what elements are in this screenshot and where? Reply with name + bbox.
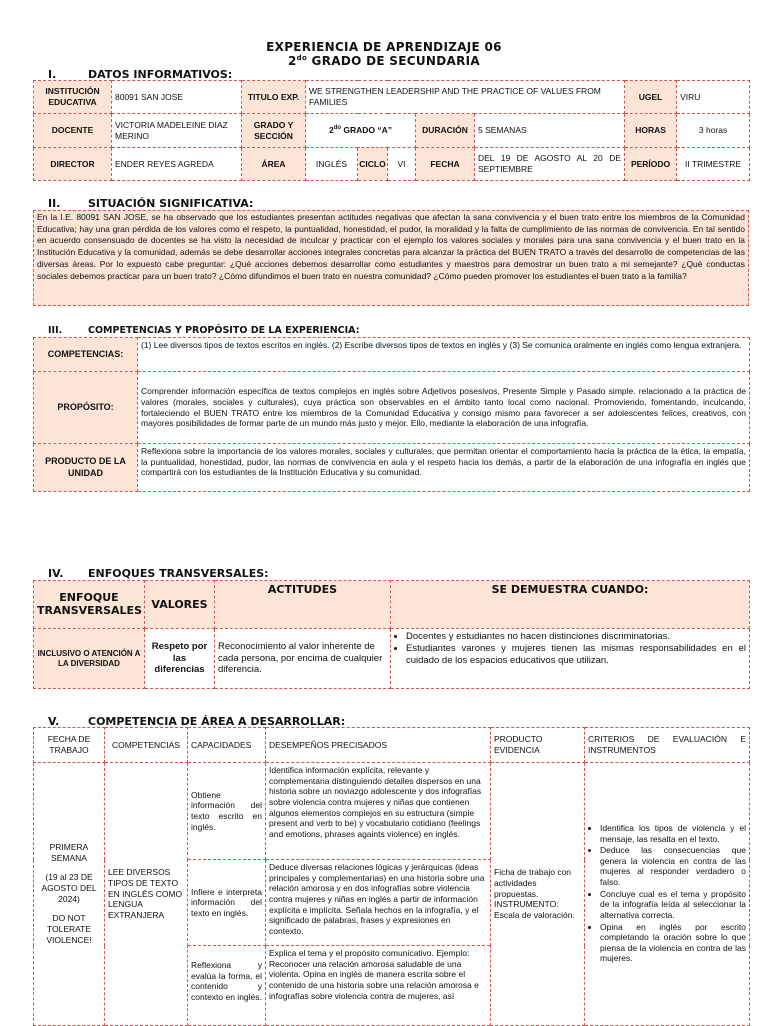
ciclo-label: CICLO	[358, 148, 388, 181]
titulo-value: WE STRENGTHEN LEADERSHIP AND THE PRACTICE OF VALUES FROM FAMILIES	[306, 81, 625, 114]
producto-label: PRODUCTO DE LA UNIDAD	[34, 444, 138, 492]
ugel-label: UGEL	[625, 81, 677, 114]
desempeno-3: Explica el tema y el propósito comunicativo. Ejemplo: Reconocer una relación amorosa saludable de una violenta. Opina en inglés de manera escrita sobre el contenido de una historia sobre una relación amorosa e infografías sobre violencia contra de mujeres, así	[266, 946, 491, 1026]
actitud-value: Reconocimiento al valor inherente de cada persona, por encima de cualquier diferencia.	[215, 629, 391, 689]
page-subtitle	[0, 54, 768, 68]
section-5-title: COMPETENCIA DE ÁREA A DESARROLLAR:	[88, 715, 346, 728]
criterio-item: • Concluye cual es el tema y propósito de la infografía leída al seleccionar la alternativa correcta.	[600, 889, 746, 921]
grado-value	[306, 114, 416, 148]
competencias-label: COMPETENCIAS:	[34, 338, 138, 372]
grade-superscript: do	[296, 54, 308, 62]
section-4-number: IV.	[48, 567, 64, 580]
titulo-label: TITULO EXP.	[242, 81, 306, 114]
ciclo-value: VI	[388, 148, 416, 181]
section-2-heading	[48, 197, 253, 210]
area-label: ÁREA	[242, 148, 306, 181]
demuestra-item: • Docentes y estudiantes no hacen distinciones discriminatorias.	[406, 631, 746, 643]
duracion-value: 5 SEMANAS	[475, 114, 625, 148]
competencias-table	[33, 337, 750, 492]
producto-instrumento: INSTRUMENTO: Escala de valoración.	[494, 899, 575, 920]
section-1-title: DATOS INFORMATIVOS:	[88, 68, 233, 81]
page-title: EXPERIENCIA DE APRENDIZAJE 06	[266, 40, 502, 54]
competencia-area-table	[33, 727, 750, 1026]
valores-header: VALORES	[145, 581, 215, 629]
fecha-label: FECHA	[416, 148, 475, 181]
criterio-item: • Opina en inglés por escrito completando la oración sobre lo que piensa de la violencia en contra de las mujeres.	[600, 922, 746, 965]
section-2-number: II.	[48, 197, 61, 210]
section-4-heading	[48, 567, 269, 580]
situacion-significativa-text: En la I.E. 80091 SAN JOSE, se ha observado que los estudiantes presentan actitudes negativas que afectan la sana convivencia y el buen trato entre los miembros de la Comunidad Educativa; hay una gran pérdida de los valores como el respeto, la puntualidad, honestidad, el pudor, la moralidad y la falta de cumplimiento de las normas de convivencia. En tal sentido en acuerdo consensuado de docentes se ha visto la necesidad de inculcar y practicar con el ejemplo los valores sociales y morales para una sana convivencia y el buen trato en la Institución Educativa y la comunidad, además se debe desarrollar acciones integrales concretas para alcanzar la práctica del BUEN TRATO a través del desarrollo de competencias de las diversas áreas. Por lo expuesto cabe preguntar: ¿Qué acciones debemos desarrollar como estudiantes y maestros para demostrar un buen trato a mi semejante? ¿Qué conductas sociales debemos practicar para un buen trato? ¿Cómo difundimos el buen trato en nuestra comunidad? ¿Cómo pueden promover los estudiantes el buen trato a la familia?	[33, 210, 749, 306]
grado-number: 2	[328, 125, 334, 136]
capacidades-header: CAPACIDADES	[188, 728, 266, 763]
fecha-header: FECHA DE TRABAJO	[34, 728, 105, 763]
enfoque-value: INCLUSIVO O ATENCIÓN A LA DIVERSIDAD	[34, 629, 145, 689]
capacidad-3: Reflexiona y evalúa la forma, el contenido y contexto en inglés.	[188, 946, 266, 1026]
criterios-cell	[585, 763, 750, 1026]
grade-number: 2	[288, 54, 297, 68]
proposito-text: Comprender información específica de textos complejos en inglés sobre Adjetivos posesivos, Presente Simple y Pasado simple. relacionado a la práctica de valores (morales, sociales y culturales), cuya práctica son observables en el ámbito tanto local como nacional. Promoviendo, fomentando, inculcando, fortaleciendo el BUEN TRATO entre los miembros de la Comunidad Educativa y consigo mismo para favorecer a ser adolescentes felices, creativos, con mayores posibilidades de formar parte de un mundo más justo y mejor. Ello, mediante la elaboración de una infografía.	[138, 372, 750, 444]
section-4-title: ENFOQUES TRANSVERSALES:	[88, 567, 269, 580]
area-value: INGLÉS	[306, 148, 358, 181]
grado-rest: GRADO “A”	[341, 125, 393, 136]
periodo-value: II TRIMESTRE	[677, 148, 750, 181]
section-1-number: I.	[48, 68, 57, 81]
criterio-item: • Identifica los tipos de violencia y el mensaje, las resalta en el texto.	[600, 823, 746, 844]
competencia-cell: LEE DIVERSOS TIPOS DE TEXTO EN INGLÉS COMO LENGUA EXTRANJERA	[105, 763, 188, 1026]
institucion-label: INSTITUCIÓN EDUCATIVA	[34, 81, 112, 114]
desempeno-2: Deduce diversas relaciones lógicas y jerárquicas (ideas principales y complementarias) en una historia sobre una relación amorosa y en dos infografías sobre violencia contra mujeres y niñas en inglés a partir de información explícita e implícita. Señala hechos en la infografía, y el significado de palabras, frases y expresiones en contexto.	[266, 860, 491, 946]
section-3-heading	[48, 325, 360, 336]
section-3-title: COMPETENCIAS Y PROPÓSITO DE LA EXPERIENCIA:	[88, 325, 360, 336]
producto-header: PRODUCTO EVIDENCIA	[491, 728, 585, 763]
grade-rest: GRADO DE SECUNDARIA	[307, 54, 480, 68]
valor-value: Respeto por las diferencias	[145, 629, 215, 689]
section-3-number: III.	[48, 325, 63, 336]
institucion-value: 80091 SAN JOSE	[112, 81, 242, 114]
datos-informativos-table	[33, 80, 750, 181]
grado-superscript: do	[333, 125, 342, 132]
proposito-label: PROPÓSITO:	[34, 372, 138, 444]
demuestra-item: • Estudiantes varones y mujeres tienen las mismas responsabilidades en el cuidado de los espacios educativos que utilizan.	[406, 643, 746, 667]
grado-label: GRADO Y SECCIÓN	[242, 114, 306, 148]
demuestra-list	[394, 631, 746, 667]
periodo-label: PERÍODO	[625, 148, 677, 181]
producto-cell	[491, 763, 585, 1026]
capacidad-1: Obtiene información del texto escrito en inglés.	[188, 763, 266, 860]
competencias-header: COMPETENCIAS	[105, 728, 188, 763]
director-value: ENDER REYES AGREDA	[112, 148, 242, 181]
competencias-text: (1) Lee diversos tipos de textos escritos en inglés. (2) Escribe diversos tipos de textos en inglés y (3) Se comunica oralmente en inglés como lengua extranjera.	[138, 338, 750, 372]
horas-label: HORAS	[625, 114, 677, 148]
criterio-item: • Deduce las consecuencias que genera la violencia en contra de las mujeres al responder verdadero o falso.	[600, 845, 746, 888]
director-label: DIRECTOR	[34, 148, 112, 181]
desempeno-1: Identifica información explícita, relevante y complementaria distinguiendo detalles dispersos en una historia sobre un noviazgo adolescente y dos infografías sobre violencia contra mujeres y niñas que contienen algunos elementos complejos en su estructura (simple present and verb to be) y vocabulario cotidiano (feelings and emotions, phrases againts violence) en inglés.	[266, 763, 491, 860]
criterios-header: CRITERIOS DE EVALUACIÓN E INSTRUMENTOS	[585, 728, 750, 763]
criterios-list	[588, 823, 746, 964]
fecha-tema: DO NOT TOLERATE VIOLENCE!	[46, 913, 92, 946]
section-5-number: V.	[48, 715, 60, 728]
docente-label: DOCENTE	[34, 114, 112, 148]
producto-ficha: Ficha de trabajo con actividades propuestas.	[494, 867, 572, 899]
producto-text: Reflexiona sobre la importancia de los valores morales, sociales y culturales, que permitan orientar el comportamiento hacia la práctica de la ética, la empatía, la puntualidad, honestidad, pudor, las normas de convivencia en aula y el respeto hacia los demás, a partir de la elaboración de una infografía en inglés que compartirá con los estudiantes de la Institución Educativa y su comunidad.	[138, 444, 750, 492]
demuestra-value	[391, 629, 750, 689]
fecha-rango: (19 al 23 DE AGOSTO DEL 2024)	[41, 871, 97, 904]
demuestra-header: SE DEMUESTRA CUANDO:	[391, 581, 750, 629]
enfoques-table	[33, 580, 750, 689]
actitudes-header: ACTITUDES	[215, 581, 391, 629]
duracion-label: DURACIÓN	[416, 114, 475, 148]
enfoque-header: ENFOQUE TRANSVERSALES	[34, 581, 145, 629]
fecha-semana: PRIMERA SEMANA	[49, 841, 89, 863]
horas-value: 3 horas	[677, 114, 750, 148]
fecha-value: DEL 19 DE AGOSTO AL 20 DE SEPTIEMBRE	[475, 148, 625, 181]
desempenos-header: DESEMPEÑOS PRECISADOS	[266, 728, 491, 763]
fecha-cell	[34, 763, 105, 1026]
ugel-value: VIRU	[677, 81, 750, 114]
docente-value: VICTORIA MADELEINE DIAZ MERINO	[112, 114, 242, 148]
capacidad-2: Infiere e interpreta información del texto en inglés.	[188, 860, 266, 946]
section-2-title: SITUACIÓN SIGNIFICATIVA:	[88, 197, 254, 210]
